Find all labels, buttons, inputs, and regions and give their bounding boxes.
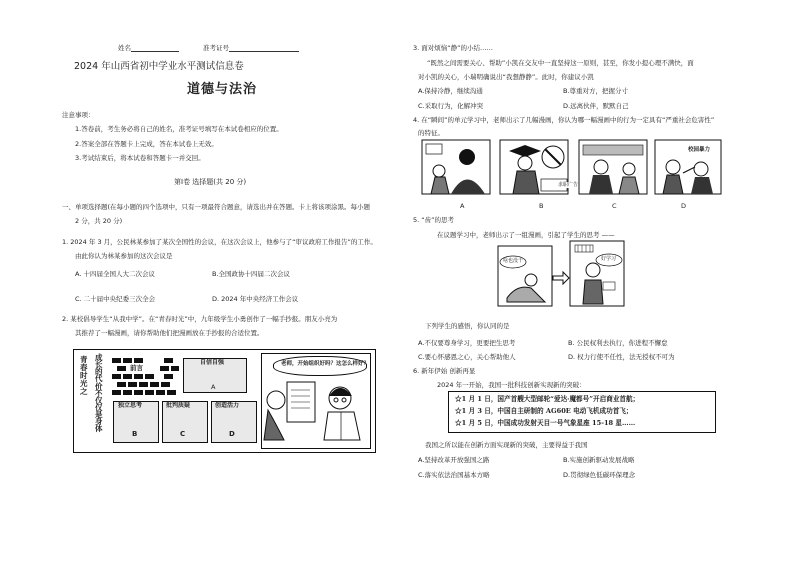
q2-stem: 2. 某校倡导学生“从我中学”。在“青春时光”中，九年级学生小勇创作了一幅手抄报。朋友小亮为: [62, 315, 338, 323]
q2-panel-c-title: 批判质疑: [166, 402, 191, 409]
q2-panel-d-title: 创造活力: [215, 402, 240, 409]
q3-option-d[interactable]: D.远离伙伴，默默自己: [563, 102, 629, 110]
q2-cartoon-drawing: [262, 374, 368, 446]
exam-title: 2024 年山西省初中学业水平测试信息卷: [74, 61, 244, 72]
q3-stem: 3. 面对烦恼“静”的小结……: [413, 44, 494, 52]
name-label: 姓名: [118, 44, 131, 52]
q3-option-b[interactable]: B.尊重对方，把握分寸: [563, 87, 629, 95]
q2-panel-b-label: B: [132, 430, 138, 438]
q6-option-a[interactable]: A.坚持改革开放强国之路: [418, 456, 490, 464]
q4-stem-cont: 的特征。: [418, 129, 444, 137]
exam-id-label: 准考证号: [203, 44, 229, 52]
q5-intro: 在议题学习中，老师出示了一组漫画，引起了学生的思考 ——: [437, 231, 615, 239]
q3-option-a[interactable]: A.保持冷静，继续沟通: [418, 87, 483, 95]
q1-option-a[interactable]: A. 十四届全国人大二次会议: [75, 270, 155, 278]
name-field: [118, 44, 179, 52]
note-item: 3.考试结束后，将本试卷和答题卡一并交回。: [75, 154, 205, 162]
q5-option-c[interactable]: C.要心怀感恩之心，关心帮助他人: [418, 353, 516, 361]
q2-panel-b-title: 独立思考: [118, 402, 143, 409]
section1-instruction-cont: 2 分，共 20 分): [75, 217, 123, 225]
q2-panel-c-label: C: [180, 430, 186, 438]
exam-subject: 道德与法治: [187, 82, 258, 97]
q3-quote: “既然之间需要关心、帮助”小凯在交友中一直坚持这一原则，甚至，你发小提心理不满快，面: [427, 59, 694, 67]
q2-panel-d-label: D: [229, 430, 235, 438]
q6-news-item: ☆1 月 5 日，中国成功发射天目一号气象星座 15-18 星……: [455, 419, 636, 427]
q6-stem: 6. 新年伊始 创新再显: [413, 367, 476, 375]
q4-label-d[interactable]: D: [681, 202, 687, 210]
q2-vertical-title-1: 青春时光之: [80, 355, 88, 396]
q2-panel-a-title: 自信自强: [200, 359, 225, 366]
q5-followup: 下列学生的感悟，你认同的是: [425, 322, 510, 330]
note-item: 1.答卷前，考生务必将自己的姓名，准考证号填写在本试卷相应的位置。: [75, 125, 283, 133]
q5-stem: 5. “齿”的思考: [413, 216, 455, 224]
q6-option-c[interactable]: C.落实依法治国基本方略: [418, 471, 490, 479]
q6-intro: 2024 年一开始，我国一批科技创新实现新的突破：: [437, 381, 586, 389]
q1-option-d[interactable]: D. 2024 年中央经济工作会议: [212, 295, 299, 303]
q4-b-sign: 求职广告: [558, 182, 579, 188]
section1-title: 第Ⅰ卷 选择题(共 20 分): [174, 178, 247, 186]
q4-label-b[interactable]: B: [539, 202, 544, 210]
exam-id-underline: [229, 44, 299, 52]
q4-cartoon-strip: [421, 139, 723, 197]
q5-bubble-right: 好学习: [601, 256, 617, 262]
q1-stem: 1. 2024 年 3 月，公民林某参加了某次全国性的会议，在这次会议上，他参与了“审议政府工作报告”的工作。: [62, 238, 377, 246]
exam-id-field: [203, 44, 299, 52]
q3-quote-cont: 对小凯的关心，小瑞明确说出“我想静静”。此时，你建议小凯: [418, 73, 594, 81]
q5-comic: [497, 240, 625, 308]
q2-panel-a-top: 前言: [130, 364, 143, 372]
note-item: 2.答案全部在答题卡上完成，答在本试卷上无效。: [75, 140, 218, 148]
q1-stem-cont: 由此你认为林某参加的这次会议是: [75, 252, 173, 260]
q4-label-c[interactable]: C: [612, 202, 617, 210]
q2-panel-a-label: A: [211, 383, 216, 391]
q3-option-c[interactable]: C.采取行为，化解冲突: [418, 102, 484, 110]
q5-option-d[interactable]: D. 权力行使不任性，法无授权不可为: [568, 353, 675, 361]
q6-option-d[interactable]: D.贯彻绿色低碳环保理念: [563, 471, 636, 479]
notes-heading: 注意事项：: [62, 111, 95, 119]
q5-bubble-left: 啥也没干: [503, 258, 524, 264]
q5-option-b[interactable]: B. 公民权利去执行，你进程不懈怠: [568, 339, 668, 347]
q2-brick-pattern: [110, 354, 180, 400]
q6-option-b[interactable]: B.实施创新驱动发展战略: [563, 456, 635, 464]
q4-stem: 4. 在“瞬间”的单元学习中，老师出示了几幅漫画，你认为哪一幅漫画中的行为一定具有“严重社会危害性”: [413, 116, 715, 124]
q6-news-item: ☆1 月 1 日，国产首艘大型邮轮“爱达·魔都号”开启商业首航；: [455, 395, 640, 403]
q5-option-a[interactable]: A.不仅要尊身学习，更要把生思考: [418, 339, 516, 347]
q6-followup: 我国之所以能在创新方面实现新的突破，主要得益于我国: [425, 441, 588, 449]
q2-cartoon-speech: 老师，开始组织好吗？这怎么样好？: [281, 361, 370, 367]
q1-option-c[interactable]: C. 二十届中央纪委三次全会: [75, 295, 156, 303]
q1-option-b[interactable]: B.全国政协十四届二次会议: [212, 270, 291, 278]
q2-vertical-title-2: 成长的代价不仅仅是身体: [95, 353, 103, 434]
q2-stem-cont: 其推荐了一幅漫画，请你帮助他们把漫画放在手抄报的合适位置。: [75, 329, 264, 337]
q4-label-a[interactable]: A: [460, 202, 465, 210]
name-underline: [131, 44, 179, 52]
q6-news-item: ☆1 月 3 日，中国自主研制的 AG60E 电动飞机成功首飞；: [455, 407, 633, 415]
q4-d-sign: 校园暴力: [688, 147, 711, 153]
section1-instruction: 一、单项选择题(在每小题的四个选项中，只有一项最符合题意，请选出并在答题。卡上将该项涂黑。每小题: [62, 203, 371, 211]
